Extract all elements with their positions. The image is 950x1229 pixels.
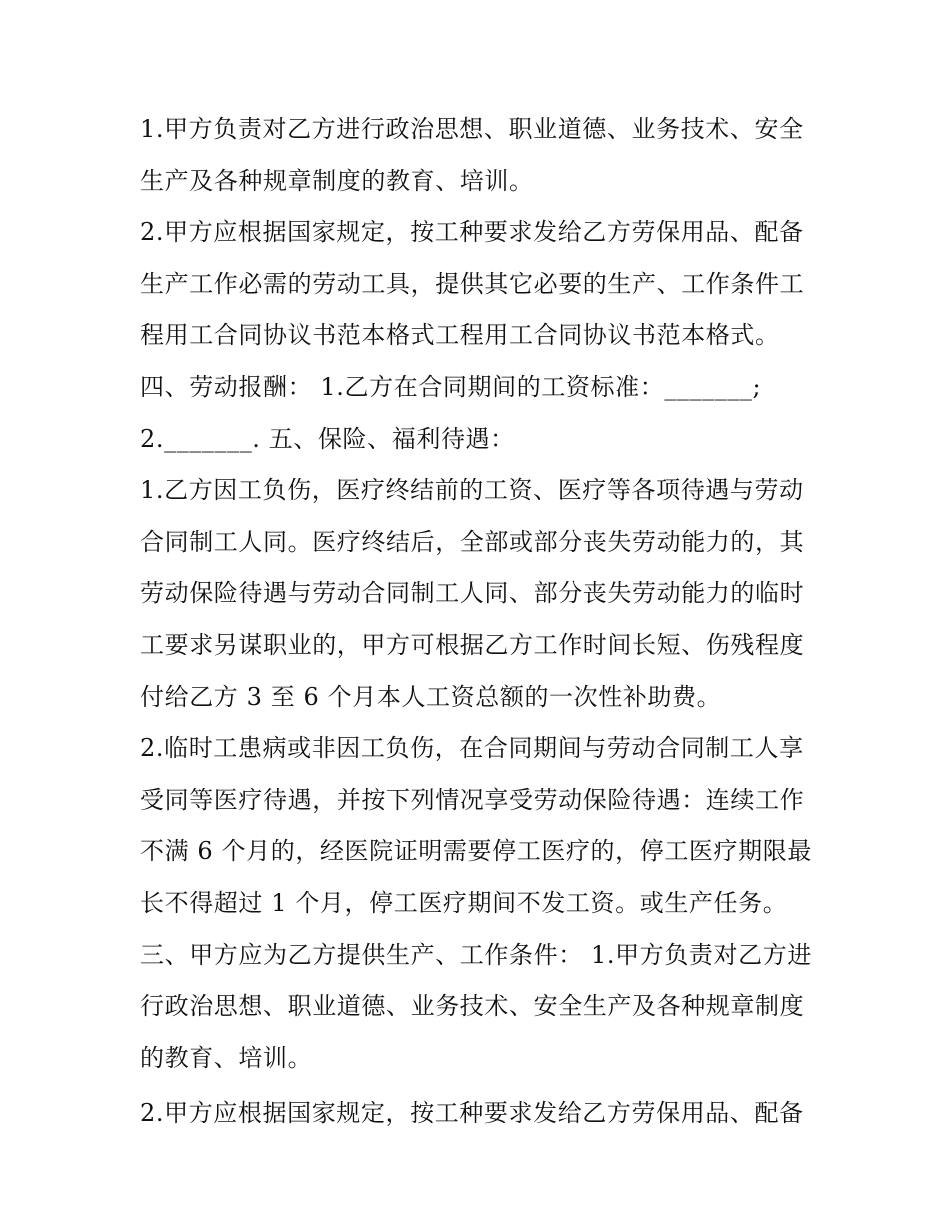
text-line: 1.乙方因工负伤，医疗终结前的工资、医疗等各项待遇与劳动 — [140, 476, 804, 505]
text-line: 付给乙方 3 至 6 个月本人工资总额的一次性补助费。 — [140, 682, 722, 711]
text-line: 1.甲方负责对乙方进行政治思想、职业道德、业务技术、安全 — [140, 115, 804, 143]
text-line: 行政治思想、职业道德、业务技术、安全生产及各种规章制度 — [140, 992, 805, 1021]
text-line: 2.甲方应根据国家规定，按工种要求发给乙方劳保用品、配备 — [140, 1099, 804, 1128]
text-line: 四、劳动报酬： 1.乙方在合同期间的工资标准：_______; — [140, 372, 762, 401]
text-line: 2.甲方应根据国家规定，按工种要求发给乙方劳保用品、配备 — [140, 218, 804, 247]
text-line: 长不得超过 1 个月，停工医疗期间不发工资。或生产任务。 — [140, 888, 788, 917]
text-line: 不满 6 个月的，经医院证明需要停工医疗的，停工医疗期限最 — [140, 837, 812, 866]
text-line: 2._______. 五、保险、福利待遇： — [140, 424, 515, 453]
text-line: 生产及各种规章制度的教育、培训。 — [140, 166, 534, 195]
text-line: 程用工合同协议书范本格式工程用工合同协议书范本格式。 — [140, 321, 780, 350]
document-body — [140, 104, 830, 1140]
text-line: 生产工作必需的劳动工具，提供其它必要的生产、工作条件工 — [140, 269, 805, 298]
text-line: 合同制工人同。医疗终结后，全部或部分丧失劳动能力的，其 — [140, 527, 805, 556]
text-line: 工要求另谋职业的，甲方可根据乙方工作时间长短、伤残程度 — [140, 630, 805, 659]
text-line: 三、甲方应为乙方提供生产、工作条件： 1.甲方负责对乙方进 — [140, 940, 812, 969]
text-line: 2.临时工患病或非因工负伤，在合同期间与劳动合同制工人享 — [140, 734, 804, 763]
text-line: 的教育、培训。 — [140, 1043, 313, 1072]
text-line: 受同等医疗待遇，并按下列情况享受劳动保险待遇：连续工作 — [140, 785, 805, 814]
text-line: 劳动保险待遇与劳动合同制工人同、部分丧失劳动能力的临时 — [140, 579, 805, 608]
